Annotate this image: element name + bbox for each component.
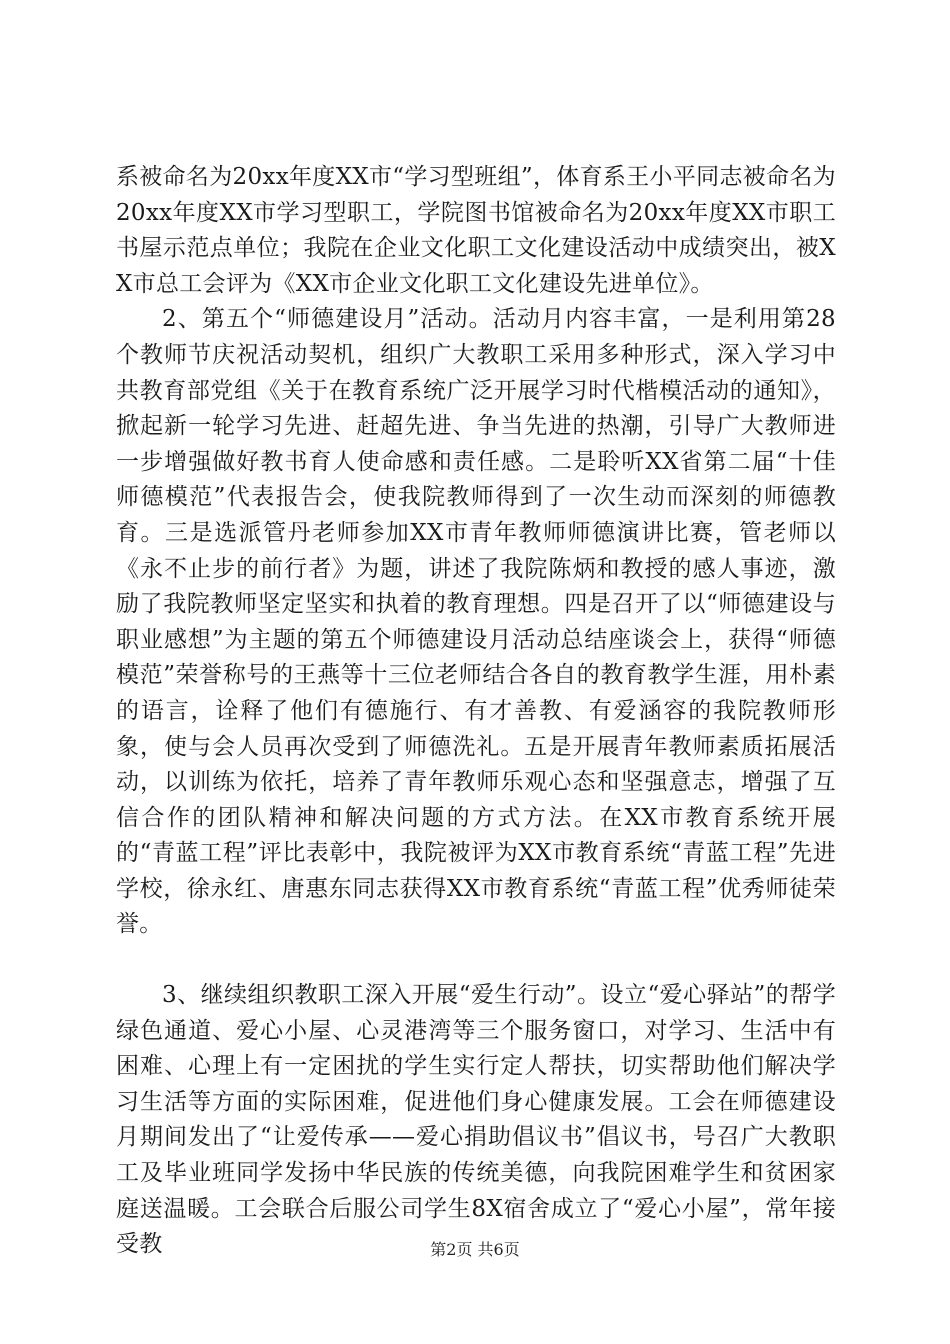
- page-number-footer: 第2页 共6页: [430, 1240, 520, 1259]
- paragraph-love-students-action: 3、继续组织教职工深入开展“爱生行动”。设立“爱心驿站”的帮学绿色通道、爱心小屋、心灵港湾等三个服务窗口，对学习、生活中有困难、心理上有一定困扰的学生实行定人帮扶，切实帮助他们解决学习生活等方面的实际困难，促进他们身心健康发展。工会在师德建设月期间发出了“让爱传承——爱心捐助倡议书”倡议书，号召广大教职工及毕业班同学发扬中华民族的传统美德，向我院困难学生和贫困家庭送温暖。工会联合后服公司学生8X宿舍成立了“爱心小屋”，常年接受教: [116, 982, 836, 1258]
- paragraph-teacher-ethics-month: 2、第五个“师德建设月”活动。活动月内容丰富，一是利用第28个教师节庆祝活动契机，组织广大教职工采用多种形式，深入学习中共教育部党组《关于在教育系统广泛开展学习时代楷模活动的通知》，掀起新一轮学习先进、赶超先进、争当先进的热潮，引导广大教师进一步增强做好教书育人使命感和责任感。二是聆听XX省第二届“十佳师德模范”代表报告会，使我院教师得到了一次生动而深刻的师德教育。三是选派管丹老师参加XX市青年教师师德演讲比赛，管老师以《永不止步的前行者》为题，讲述了我院陈炳和教授的感人事迹，激励了我院教师坚定坚实和执着的教育理想。四是召开了以“师德建设与职业感想”为主题的第五个师德建设月活动总结座谈会上，获得“师德模范”荣誉称号的王燕等十三位老师结合各自的教育教学生涯，用朴素的语言，诠释了他们有德施行、有才善教、有爱涵容的我院教师形象，使与会人员再次受到了师德洗礼。五是开展青年教师素质拓展活动，以训练为依托，培养了青年教师乐观心态和坚强意志，增强了互信合作的团队精神和解决问题的方式方法。在XX市教育系统开展的“青蓝工程”评比表彰中，我院被评为XX市教育系统“青蓝工程”先进学校，徐永红、唐惠东同志获得XX市教育系统“青蓝工程”优秀师徒荣誉。: [116, 306, 836, 938]
- paragraph-continued: 系被命名为20xx年度XX市“学习型班组”，体育系王小平同志被命名为20xx年度XX市学习型职工，学院图书馆被命名为20xx年度XX市职工书屋示范点单位；我院在企业文化职工文化建设活动中成绩突出，被XX市总工会评为《XX市企业文化职工文化建设先进单位》。: [116, 164, 836, 297]
- document-body: [116, 160, 836, 1263]
